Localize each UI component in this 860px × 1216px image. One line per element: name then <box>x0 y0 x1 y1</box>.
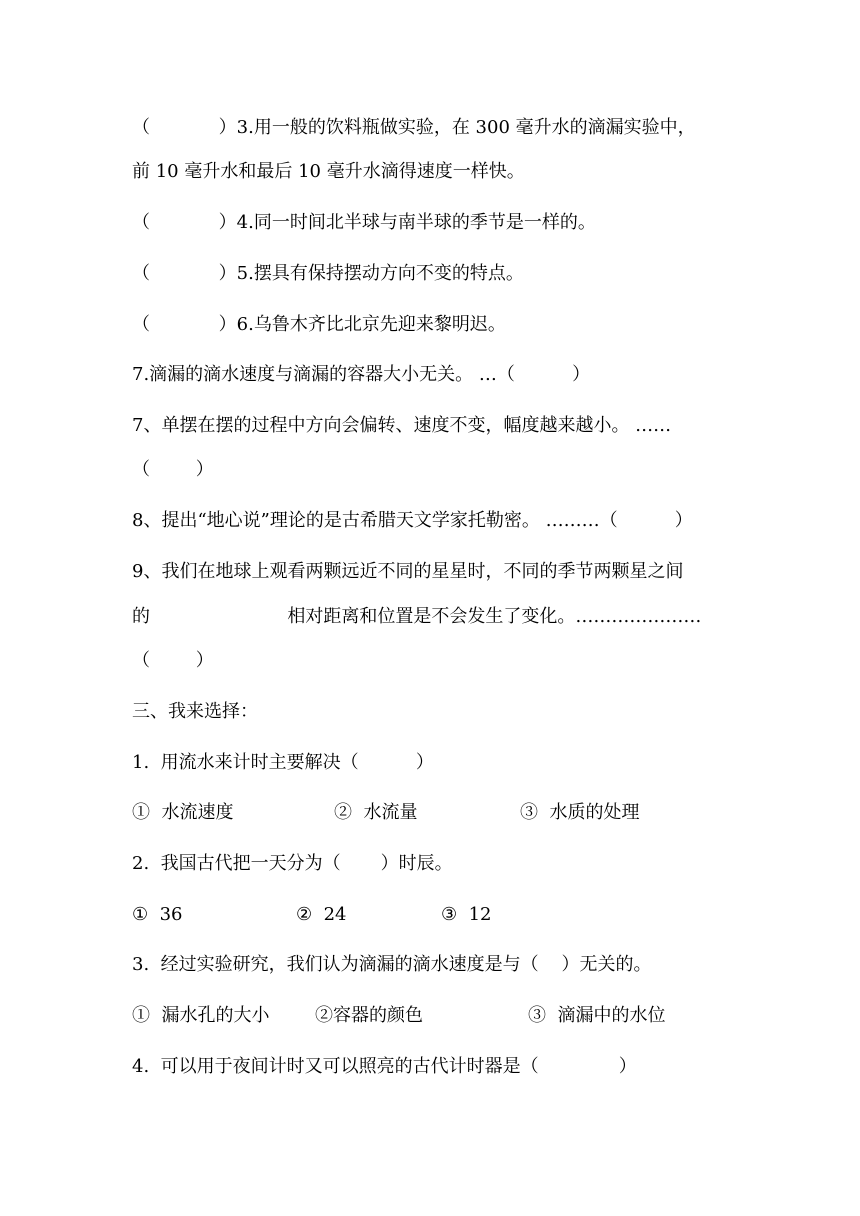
statement-3-line-1: （ ）3.用一般的饮料瓶做实验，在 300 毫升水的滴漏实验中， <box>132 117 696 138</box>
choice-4-stem: 4. 可以用于夜间计时又可以照亮的古代计时器是（ ） <box>132 1056 637 1077</box>
choice-3-stem: 3. 经过实验研究，我们认为滴漏的滴水速度是与（ ）无关的。 <box>132 954 652 975</box>
choice-2-option-2: ② 24 <box>296 904 347 925</box>
choice-3-options <box>132 1004 666 1028</box>
statement-7a: 7.滴漏的滴水速度与滴漏的容器大小无关。 …（ ） <box>132 364 591 385</box>
statement-7b-line-1: 7、单摆在摆的过程中方向会偏转、速度不变，幅度越来越小。 …… <box>132 415 672 436</box>
statement-3-line-2: 前 10 毫升水和最后 10 毫升水滴得速度一样快。 <box>132 161 525 182</box>
choice-3-option-2: ②容器的颜色 <box>315 1005 423 1026</box>
choice-2-option-3: ③ 12 <box>441 904 492 925</box>
choice-1-options <box>132 801 640 825</box>
choice-1-option-3: ③ 水质的处理 <box>520 802 640 823</box>
choice-1-option-2: ② 水流量 <box>334 802 418 823</box>
choice-2-stem: 2. 我国古代把一天分为（ ）时辰。 <box>132 853 453 874</box>
statement-9-line-1: 9、我们在地球上观看两颗远近不同的星星时，不同的季节两颗星之间 <box>132 561 684 582</box>
statement-9-line-2: 的 相对距离和位置是不会发生了变化。………………… <box>132 606 702 627</box>
choice-1-option-1: ① 水流速度 <box>132 802 234 823</box>
choice-3-option-1: ① 漏水孔的大小 <box>132 1005 270 1026</box>
choice-2-option-1: ① 36 <box>132 904 183 925</box>
statement-7b-line-2: （ ） <box>132 459 214 480</box>
section-heading-choice: 三、我来选择： <box>132 701 258 722</box>
choice-1-stem: 1. 用流水来计时主要解决（ ） <box>132 752 434 773</box>
statement-6: （ ）6.乌鲁木齐比北京先迎来黎明迟。 <box>132 314 506 335</box>
statement-5: （ ）5.摆具有保持摆动方向不变的特点。 <box>132 263 524 284</box>
statement-8: 8、提出“地心说”理论的是古希腊天文学家托勒密。 ………（ ） <box>132 510 693 531</box>
statement-9-line-3: （ ） <box>132 650 214 671</box>
choice-2-options <box>132 903 492 927</box>
choice-3-option-3: ③ 滴漏中的水位 <box>528 1005 666 1026</box>
statement-4: （ ）4.同一时间北半球与南半球的季节是一样的。 <box>132 212 596 233</box>
